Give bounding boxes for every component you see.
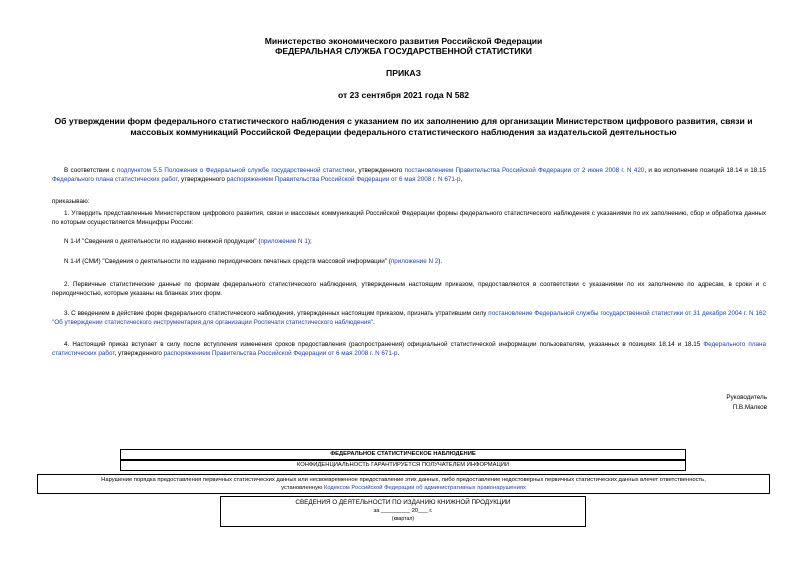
doc-type: ПРИКАЗ: [386, 68, 421, 78]
item-3: [52, 310, 766, 327]
link-appendix-1[interactable]: приложение N 1: [260, 238, 308, 245]
intro-text-5: ,: [460, 175, 463, 183]
item-4-text-3: .: [397, 349, 400, 357]
doc-title: Об утверждении форм федерального статистического наблюдения с указанием по их заполнению для организации Министерством цифрового развития, связи и массовых коммуникаций Российской Федерации федерального статистического наблюдения за издательской деятельностью: [54, 116, 753, 137]
intro-text-4: , утвержденного: [177, 175, 227, 183]
item-4-text-2: , утвержденного: [114, 349, 164, 357]
intro-text-2: , утвержденного: [354, 167, 405, 174]
service-name: ФЕДЕРАЛЬНАЯ СЛУЖБА ГОСУДАРСТВЕННОЙ СТАТИСТИКИ: [275, 46, 532, 56]
doc-date: от 23 сентября 2021 года N 582: [337, 90, 470, 100]
link-government-decree[interactable]: постановлением Правительства Российской Федерации от 2 июня 2008 г. N 420: [404, 167, 645, 174]
item-4-text-1: 4. Настоящий приказ вступает в силу после вступления изменения сроков предоставления (распространения) официальной статистической информации пользователям, указанных в позициях 18.14 и 18.15: [64, 341, 704, 348]
link-government-order[interactable]: распоряжением Правительства Российской Федерации от 6 мая 2008 г. N 671-р: [226, 175, 461, 183]
link-government-order-2[interactable]: распоряжением Правительства Российской Федерации от 6 мая 2008 г. N 671-р: [163, 349, 398, 357]
item-1: 1. Утвердить представленные Министерством цифрового развития, связи и массовых коммуникаций Российской Федерации формы федерального статистического наблюдения с указаниями по их заполнению, сбор и обработка данных по которым осуществляется Минцифры России:: [52, 210, 766, 226]
report-title: СВЕДЕНИЯ О ДЕЯТЕЛЬНОСТИ ПО ИЗДАНИЮ КНИЖНОЙ ПРОДУКЦИИ: [295, 499, 511, 506]
form-1-end: );: [307, 238, 312, 245]
link-regulation[interactable]: подпунктом 5.5 Положения о Федеральной службе государственной статистики: [117, 167, 355, 174]
intro-text-3: , и во исполнение позиций 18.14 и 18.15: [644, 167, 766, 174]
warning-text: установленную: [281, 484, 324, 491]
report-period: за _________ 20___ г.: [373, 508, 433, 514]
intro-text-1: В соответствии с: [64, 167, 118, 174]
form-1-text: N 1-И "Сведения о деятельности по изданию книжной продукции" (: [64, 238, 261, 245]
link-admin-code[interactable]: Кодексом Российской Федерации об административных правонарушениях: [323, 484, 526, 491]
warning-line-2: [38, 485, 769, 493]
report-period-note: (квартал): [391, 516, 415, 522]
warning-line-1: Нарушение порядка предоставления первичных статистических данных или несвоевременное предоставление этих данных, либо предоставление недостоверных первичных статистических данных влечет ответственность,: [101, 477, 706, 483]
form-1-line: [52, 238, 766, 247]
form-2-line: [52, 258, 766, 267]
orders-line: приказываю:: [52, 198, 90, 205]
form-box-warning: [37, 474, 770, 494]
item-3-text-2: .: [373, 318, 375, 326]
intro-paragraph: [52, 167, 766, 184]
item-4: [52, 341, 766, 358]
form-box-confidential: КОНФИДЕНЦИАЛЬНОСТЬ ГАРАНТИРУЕТСЯ ПОЛУЧАТЕЛЕМ ИНФОРМАЦИИ: [120, 460, 686, 471]
item-3-text-1: 3. С введением в действие форм федерального статистического наблюдения, утвержденных настоящим приказом, признать утратившим силу: [64, 310, 489, 317]
signature-name: П.В.Малков: [732, 404, 767, 411]
form-2-text: N 1-И (СМИ) "Сведения о деятельности по изданию периодических печатных средств массовой информации" (: [64, 258, 391, 265]
link-appendix-2[interactable]: приложение N 2: [390, 258, 439, 265]
item-2: 2. Первичные статистические данные по формам федерального статистического наблюдения, утвержденным настоящим приказом, предоставляются в соответствии с указаниями по их заполнению по адресам, в сроки и с периодичностью, которые указаны на бланках этих форм.: [52, 281, 766, 297]
form-2-end: ).: [438, 258, 443, 265]
ministry-name: Министерство экономического развития Российской Федерации: [264, 36, 543, 46]
link-statistical-plan-2[interactable]: Федерального плана статистических работ: [52, 341, 766, 357]
link-statistical-plan[interactable]: Федерального плана статистических работ: [52, 175, 178, 183]
form-box-report: [220, 496, 586, 527]
form-box-header: ФЕДЕРАЛЬНОЕ СТАТИСТИЧЕСКОЕ НАБЛЮДЕНИЕ: [120, 449, 686, 460]
signature-role: Руководитель: [726, 394, 767, 401]
link-rosstat-decree[interactable]: постановление Федеральной службы государственной статистики от 31 декабря 2004 г. N 162 "Об утверждении статистического инструментария для организации Роспечати статистического наблюдения": [52, 310, 766, 326]
